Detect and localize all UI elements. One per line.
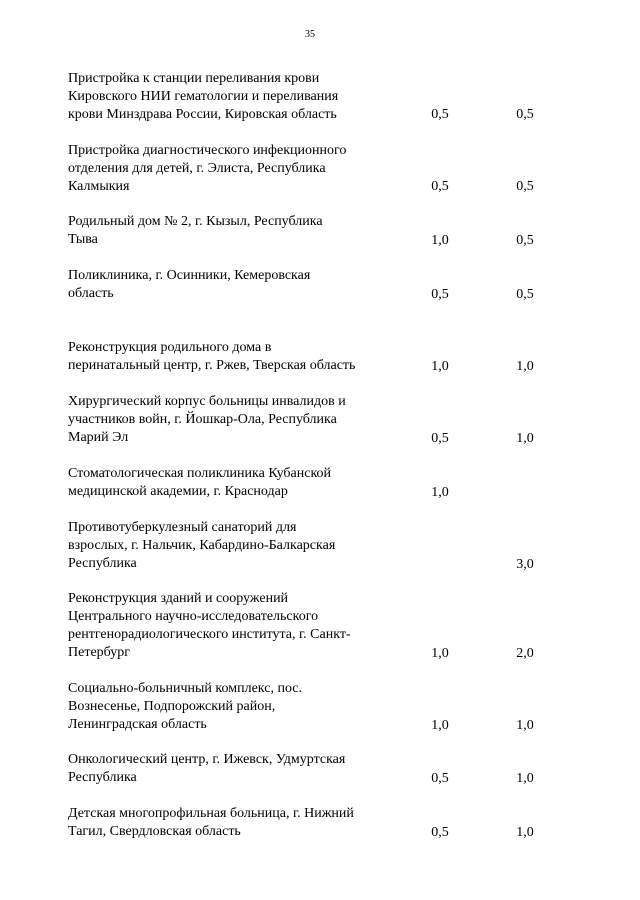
value-column-2: 1,0 bbox=[516, 825, 534, 840]
value-column-1: 1,0 bbox=[431, 718, 449, 733]
facility-name: Стоматологическая поликлиника Кубанской медицинской академии, г. Краснодар bbox=[68, 466, 332, 499]
value-column-1: 0,5 bbox=[431, 287, 449, 302]
value-column-2: 3,0 bbox=[516, 557, 534, 572]
value-column-2: 0,5 bbox=[516, 233, 534, 248]
value-column-2: 0,5 bbox=[516, 107, 534, 122]
value-column-1: 1,0 bbox=[431, 485, 449, 500]
value-column-2: 1,0 bbox=[516, 431, 534, 446]
facility-name: Детская многопрофильная больница, г. Нижний Тагил, Свердловская область bbox=[68, 806, 354, 839]
value-column-1: 0,5 bbox=[431, 179, 449, 194]
value-column-2: 2,0 bbox=[516, 646, 534, 661]
facility-name: Онкологический центр, г. Ижевск, Удмуртская Республика bbox=[68, 752, 346, 785]
value-column-2: 1,0 bbox=[516, 718, 534, 733]
value-column-2: 1,0 bbox=[516, 359, 534, 374]
facility-name: Родильный дом № 2, г. Кызыл, Республика Тыва bbox=[68, 214, 323, 247]
value-column-1: 0,5 bbox=[431, 431, 449, 446]
facility-name: Противотуберкулезный санаторий для взрослых, г. Нальчик, Кабардино-Балкарская Республика bbox=[68, 520, 336, 571]
value-column-2: 0,5 bbox=[516, 179, 534, 194]
facility-name: Пристройка к станции переливания крови Кировского НИИ гематологии и переливания крови Минздрава России, Кировская область bbox=[68, 71, 339, 122]
value-column-2: 0,5 bbox=[516, 287, 534, 302]
facility-name: Пристройка диагностического инфекционного отделения для детей, г. Элиста, Республика Калмыкия bbox=[68, 143, 347, 194]
facility-name: Поликлиника, г. Осинники, Кемеровская область bbox=[68, 268, 311, 301]
page-number: 35 bbox=[305, 29, 315, 40]
value-column-1: 0,5 bbox=[431, 771, 449, 786]
facility-name: Реконструкция родильного дома в перинатальный центр, г. Ржев, Тверская область bbox=[68, 340, 356, 373]
value-column-1: 0,5 bbox=[431, 107, 449, 122]
value-column-2: 1,0 bbox=[516, 771, 534, 786]
facility-name: Реконструкция зданий и сооружений Центрального научно-исследовательского рентгенорадиологического института, г. Санкт- Петербург bbox=[68, 591, 351, 660]
value-column-1: 1,0 bbox=[431, 233, 449, 248]
value-column-1: 1,0 bbox=[431, 359, 449, 374]
facility-name: Социально-больничный комплекс, пос. Вознесенье, Подпорожский район, Ленинградская область bbox=[68, 681, 303, 732]
value-column-1: 1,0 bbox=[431, 646, 449, 661]
facility-name: Хирургический корпус больницы инвалидов и участников войн, г. Йошкар-Ола, Республика Марий Эл bbox=[68, 394, 346, 445]
value-column-1: 0,5 bbox=[431, 825, 449, 840]
